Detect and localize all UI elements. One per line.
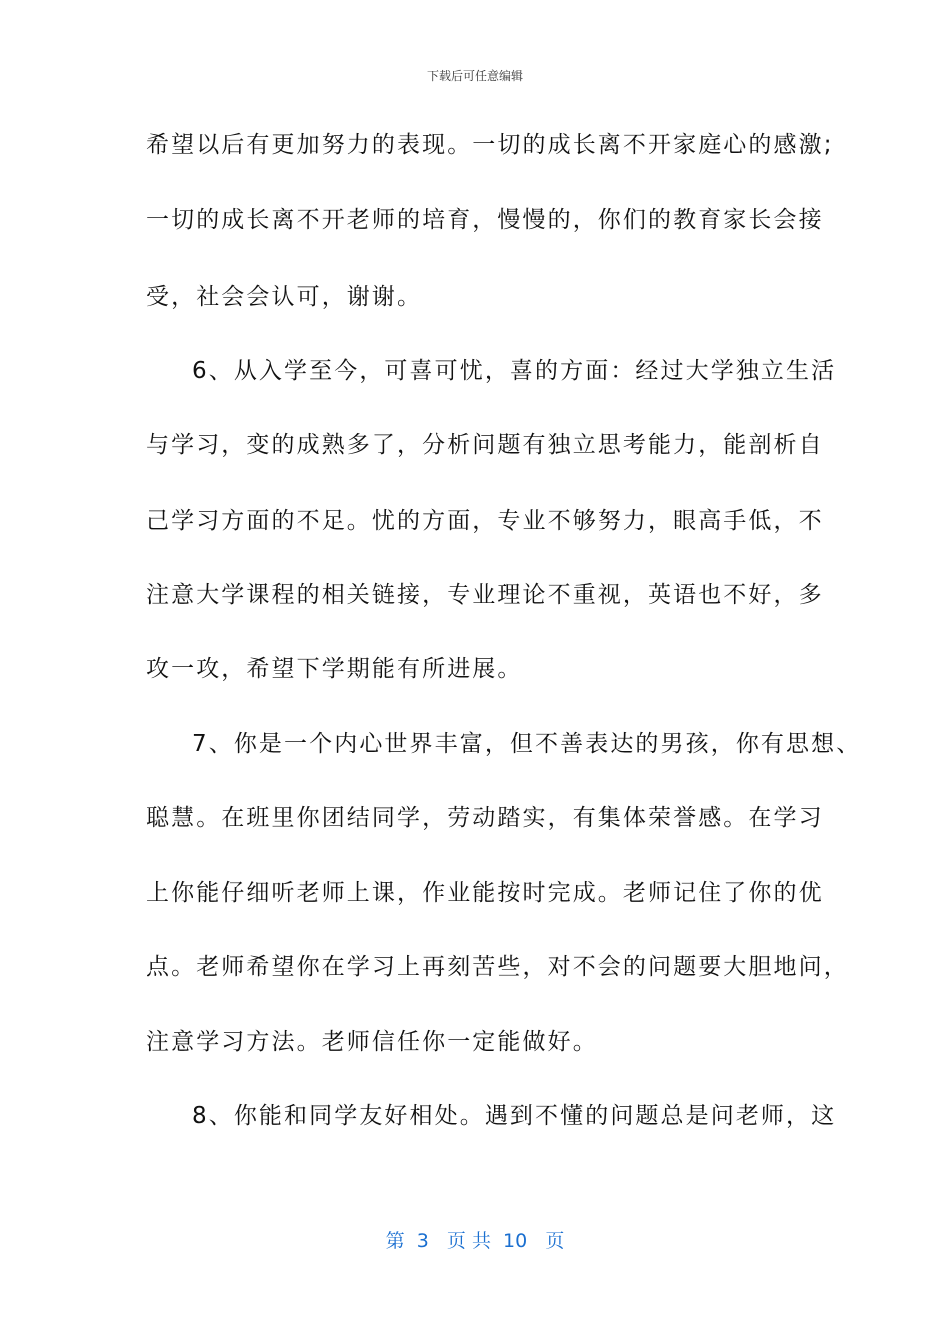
text-line: 与学习，变的成熟多了，分析问题有独立思考能力，能剖析自 [146,432,824,458]
text-line: 聪慧。在班里你团结同学，劳动踏实，有集体荣誉感。在学习 [146,805,824,831]
text-line: 8、你能和同学友好相处。遇到不懂的问题总是问老师，这 [192,1103,837,1129]
text-line: 一切的成长离不开老师的培育，慢慢的，你们的教育家长会接 [146,207,824,233]
text-line: 6、从入学至今，可喜可忧，喜的方面：经过大学独立生活 [192,358,837,384]
text-line: 己学习方面的不足。忧的方面，专业不够努力，眼高手低，不 [146,508,824,534]
text-line: 注意学习方法。老师信任你一定能做好。 [146,1029,598,1055]
text-line: 上你能仔细听老师上课，作业能按时完成。老师记住了你的优 [146,880,824,906]
text-line: 受，社会会认可，谢谢。 [146,284,423,310]
text-line: 点。老师希望你在学习上再刻苦些，对不会的问题要大胆地问， [146,954,849,980]
page-number-footer: 第 3 页 共 10 页 [385,1230,565,1252]
text-line: 希望以后有更加努力的表现。一切的成长离不开家庭心的感激; [146,132,834,158]
text-line: 攻一攻，希望下学期能有所进展。 [146,656,523,682]
text-line: 7、你是一个内心世界丰富，但不善表达的男孩，你有思想、 [192,731,862,757]
page-header: 下载后可任意编辑 [426,69,523,83]
text-line: 注意大学课程的相关链接，专业理论不重视，英语也不好，多 [146,582,824,608]
